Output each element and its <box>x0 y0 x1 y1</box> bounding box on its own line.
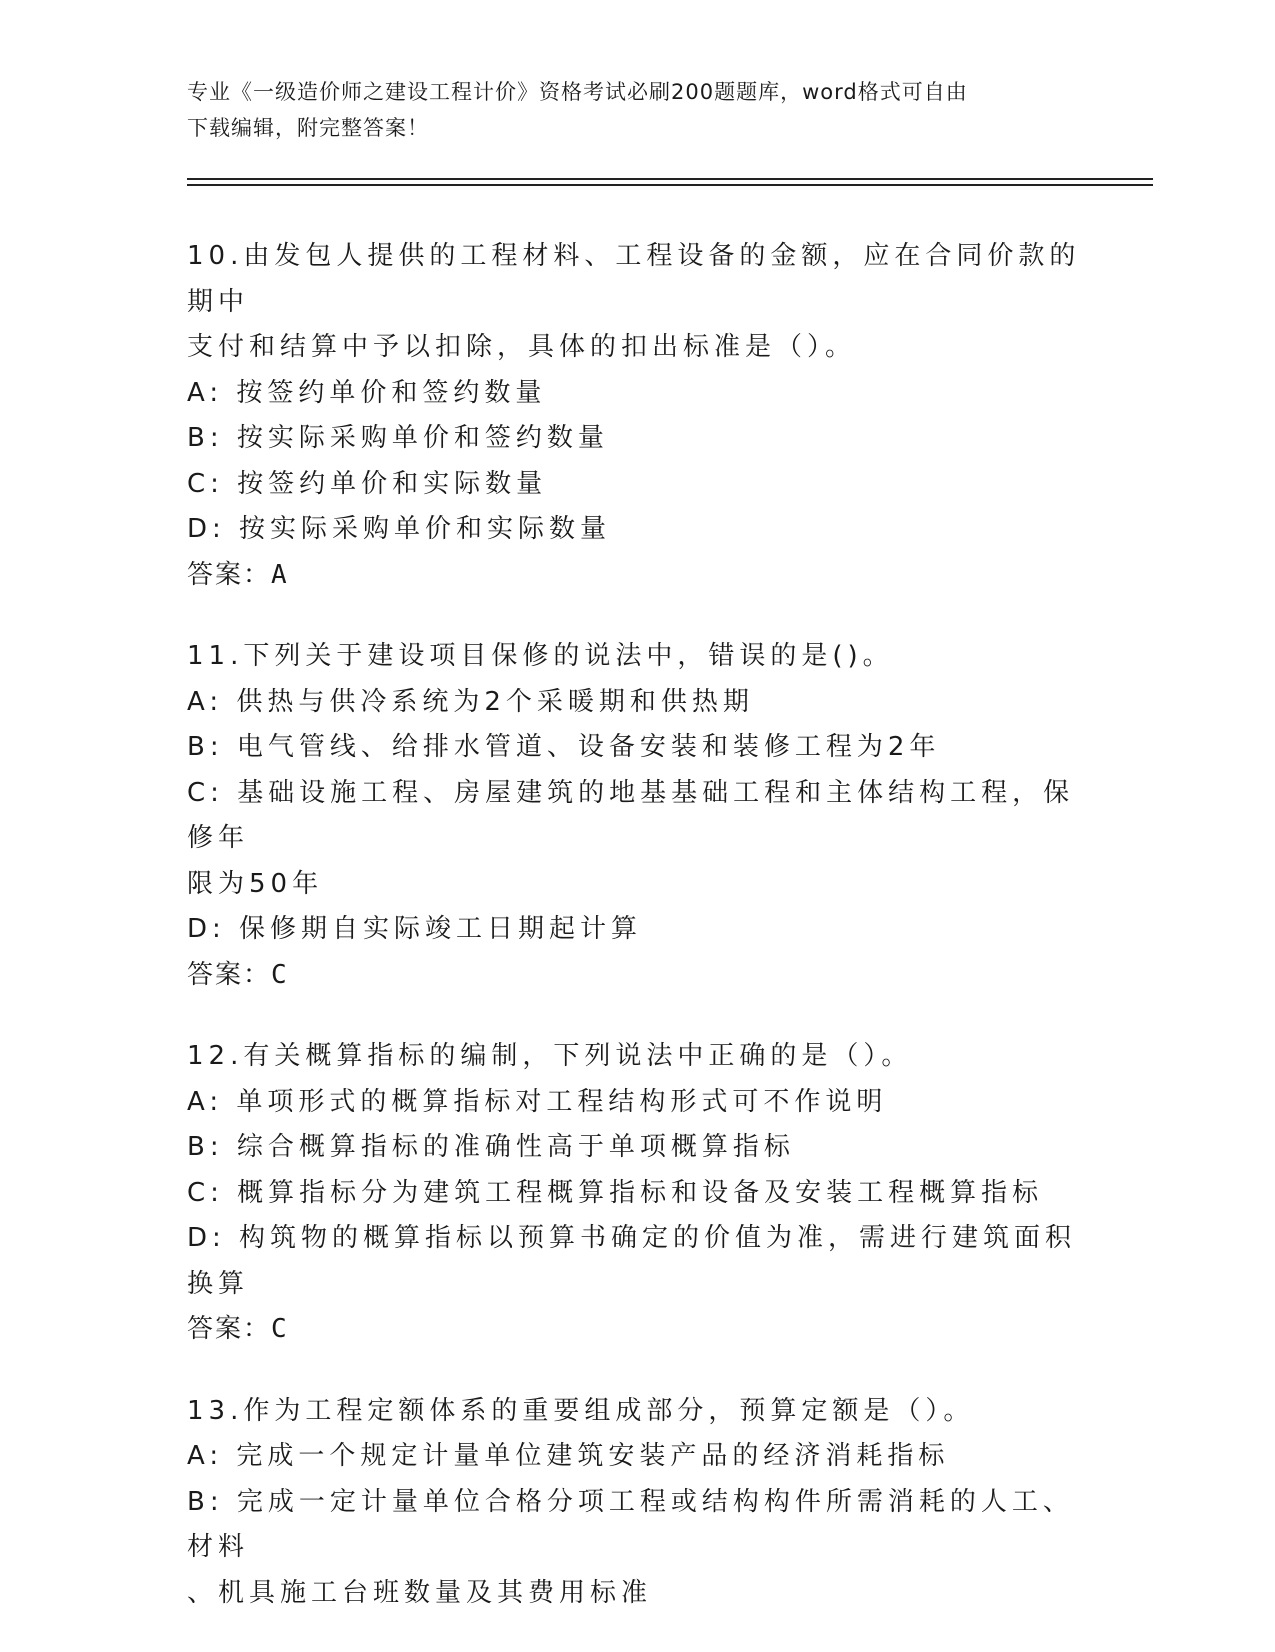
option-b: B: 电气管线、给排水管道、设备安装和装修工程为2年 <box>187 732 941 762</box>
question-stem: 11.下列关于建设项目保修的说法中，错误的是()。 <box>187 641 894 671</box>
option-c: C: 基础设施工程、房屋建筑的地基基础工程和主体结构工程，保修年 <box>187 777 1075 853</box>
question-stem: 支付和结算中予以扣除，具体的扣出标准是（）。 <box>187 332 857 362</box>
question-10 <box>187 234 1087 598</box>
answer-label: 答案： <box>187 1314 272 1344</box>
question-13 <box>187 1389 1087 1617</box>
answer-label: 答案： <box>187 559 272 590</box>
option-a: A: 供热与供冷系统为2个采暖期和供热期 <box>187 686 754 717</box>
option-a: A: 完成一个规定计量单位建筑安装产品的经济消耗指标 <box>187 1441 950 1471</box>
option-c-continued: 限为50年 <box>187 868 324 899</box>
option-d: D: 保修期自实际竣工日期起计算 <box>187 914 643 944</box>
header-divider-bottom <box>187 184 1153 186</box>
header-line-1: 专业《一级造价师之建设工程计价》资格考试必刷200题题库，word格式可自由 <box>187 80 968 104</box>
option-c: C: 按签约单价和实际数量 <box>187 468 548 499</box>
option-d: D: 按实际采购单价和实际数量 <box>187 514 612 544</box>
question-12 <box>187 1034 1087 1353</box>
option-d: D: 构筑物的概算指标以预算书确定的价值为准，需进行建筑面积换算 <box>187 1223 1077 1299</box>
question-stem: 10.由发包人提供的工程材料、工程设备的金额，应在合同价款的期中 <box>187 241 1081 317</box>
question-list <box>187 234 1087 1652</box>
document-header <box>187 74 1067 146</box>
option-a: A: 按签约单价和签约数量 <box>187 377 547 408</box>
answer-line <box>187 953 1087 999</box>
header-divider-top <box>187 178 1153 180</box>
option-c: C: 概算指标分为建筑工程概算指标和设备及安装工程概算指标 <box>187 1177 1044 1208</box>
answer-line <box>187 553 1087 599</box>
answer-label: 答案： <box>187 959 272 990</box>
option-b: B: 综合概算指标的准确性高于单项概算指标 <box>187 1132 795 1162</box>
option-b: B: 按实际采购单价和签约数量 <box>187 423 609 453</box>
question-stem: 13.作为工程定额体系的重要组成部分，预算定额是（）。 <box>187 1395 975 1426</box>
option-b: B: 完成一定计量单位合格分项工程或结构构件所需消耗的人工、材料 <box>187 1486 1074 1562</box>
answer-value: A <box>271 559 289 590</box>
question-stem: 12.有关概算指标的编制，下列说法中正确的是（）。 <box>187 1041 913 1071</box>
header-line-2: 下载编辑，附完整答案！ <box>187 116 429 140</box>
option-b-continued: 、机具施工台班数量及其费用标准 <box>187 1577 653 1608</box>
answer-line <box>187 1307 1087 1353</box>
option-a: A: 单项形式的概算指标对工程结构形式可不作说明 <box>187 1086 888 1117</box>
answer-value: C <box>271 1314 289 1344</box>
answer-value: C <box>271 959 289 990</box>
question-11 <box>187 634 1087 998</box>
